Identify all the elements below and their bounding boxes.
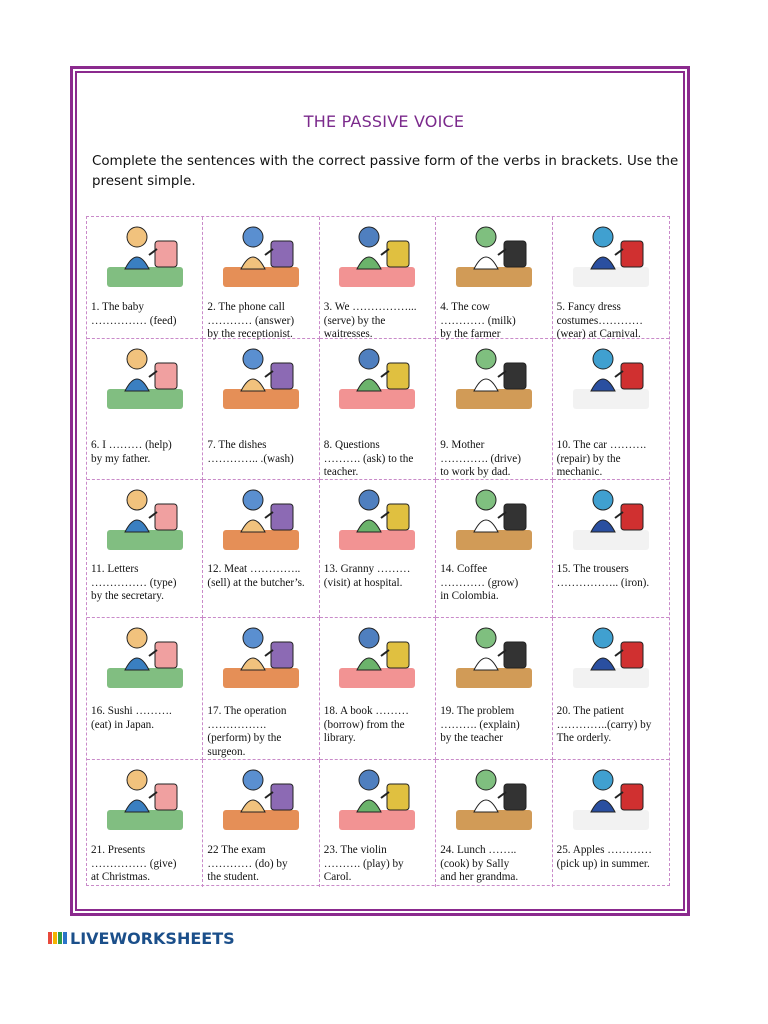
exercise-caption: 21. Presents …………… (give) at Christmas. (91, 844, 177, 883)
cooking-lunch-icon (450, 762, 538, 836)
father-helping-icon (101, 341, 189, 415)
exercise-item (320, 760, 436, 887)
exercise-item (436, 480, 552, 618)
exercise-item (320, 480, 436, 618)
exercise-item (87, 618, 203, 760)
orderly-wheelchair-icon (567, 620, 655, 694)
exercise-caption: 16. Sushi ………. (eat) in Japan. (91, 705, 172, 731)
exercise-caption: 2. The phone call ………… (answer) by the receptionist. (207, 301, 295, 340)
mechanic-repair-icon (567, 341, 655, 415)
exercise-item (553, 480, 669, 618)
baby-feeding-icon (101, 219, 189, 293)
exercise-caption: 14. Coffee ………… (grow) in Colombia. (440, 563, 519, 602)
exercise-caption: 3. We ……………... (serve) by the waitresses. (323, 301, 417, 340)
exercise-item (87, 339, 203, 480)
receptionist-phone-icon (217, 219, 305, 293)
exercise-item (203, 339, 319, 480)
logo-text: LIVEWORKSHEETS (70, 928, 235, 948)
exercise-caption: 19. The problem ………. (explain) by the teacher (440, 705, 520, 744)
exercise-item (87, 760, 203, 887)
carnival-costume-icon (567, 219, 655, 293)
exercise-item (436, 618, 552, 760)
library-book-icon (333, 620, 421, 694)
liveworksheets-logo (48, 928, 235, 948)
typewriter-icon (101, 482, 189, 556)
exercise-caption: 5. Fancy dress costumes………… (wear) at Carnival. (556, 301, 643, 340)
student-exam-icon (217, 762, 305, 836)
exercise-caption: 20. The patient …………..(carry) by The orderly. (556, 705, 652, 744)
exercise-item (87, 217, 203, 339)
exercise-item (436, 217, 552, 339)
exercise-caption: 18. A book ……… (borrow) from the library. (323, 705, 409, 744)
exercise-item (203, 480, 319, 618)
exercise-item (203, 760, 319, 887)
instructions-text: Complete the sentences with the correct passive form of the verbs in brackets. Use the present simple. (92, 154, 679, 189)
exercise-item (553, 339, 669, 480)
exercise-caption: 25. Apples ………… (pick up) in summer. (556, 844, 652, 870)
exercise-item (203, 217, 319, 339)
exercise-caption: 7. The dishes ………….. .(wash) (207, 439, 294, 465)
cow-milking-icon (450, 219, 538, 293)
exercise-caption: 10. The car ………. (repair) by the mechanic. (556, 439, 647, 478)
exercise-caption: 24. Lunch …….. (cook) by Sally and her grandma. (440, 844, 519, 883)
exercise-item (203, 618, 319, 760)
exercise-item (87, 480, 203, 618)
exercise-caption: 4. The cow ………… (milk) by the farmer (440, 301, 516, 340)
exercise-item (436, 339, 552, 480)
exercise-item (553, 618, 669, 760)
exercise-caption: 1. The baby …………… (feed) (91, 301, 177, 327)
exercise-caption: 8. Questions ………. (ask) to the teacher. (323, 439, 414, 478)
exercise-caption: 11. Letters …………… (type) by the secretary. (91, 563, 177, 602)
logo-mark-icon (48, 932, 67, 944)
waitress-serving-icon (333, 219, 421, 293)
exercise-caption: 23. The violin ………. (play) by Carol. (323, 844, 404, 883)
violin-lesson-icon (333, 762, 421, 836)
worksheet-title: THE PASSIVE VOICE (303, 112, 465, 131)
exercise-item (553, 217, 669, 339)
classroom-questions-icon (333, 341, 421, 415)
exercise-item (553, 760, 669, 887)
surgery-icon (217, 620, 305, 694)
teacher-blackboard-icon (450, 620, 538, 694)
exercise-caption: 13. Granny ……… (visit) at hospital. (323, 563, 411, 589)
exercise-caption: 9. Mother …………. (drive) to work by dad. (440, 439, 521, 478)
hospital-visit-icon (333, 482, 421, 556)
exercise-caption: 15. The trousers …………….. (iron). (556, 563, 650, 589)
exercise-caption: 22 The exam ………… (do) by the student. (207, 844, 288, 883)
christmas-presents-icon (101, 762, 189, 836)
exercise-caption: 6. I ……… (help) by my father. (91, 439, 172, 465)
apple-picking-icon (567, 762, 655, 836)
exercise-item (320, 618, 436, 760)
exercise-item (320, 217, 436, 339)
ironing-icon (567, 482, 655, 556)
exercise-caption: 17. The operation ……………. (perform) by the surgeon. (207, 705, 287, 758)
exercise-grid (86, 216, 670, 886)
exercise-caption: 12. Meat ………….. (sell) at the butcher’s. (207, 563, 305, 589)
sushi-eating-icon (101, 620, 189, 694)
exercise-item (436, 760, 552, 887)
coffee-beans-icon (450, 482, 538, 556)
exercise-item (320, 339, 436, 480)
car-driving-icon (450, 341, 538, 415)
butcher-meat-icon (217, 482, 305, 556)
dish-washing-icon (217, 341, 305, 415)
